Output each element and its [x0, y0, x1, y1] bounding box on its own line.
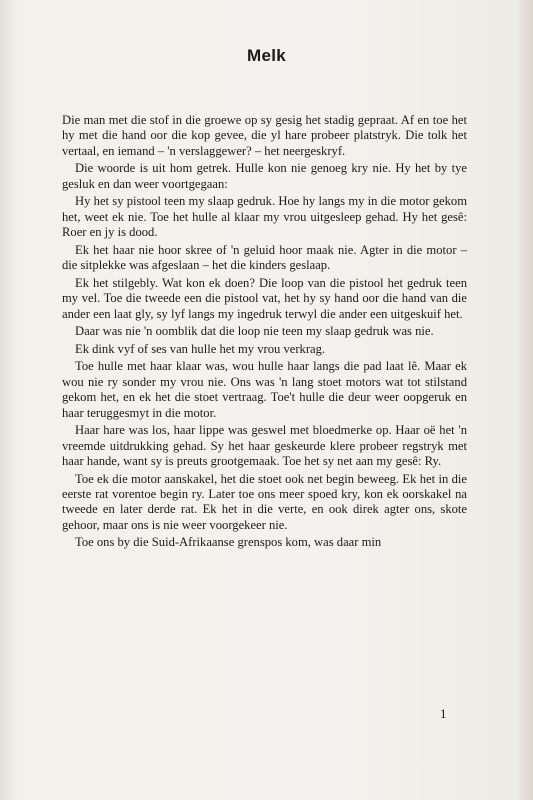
- chapter-title: Melk: [247, 46, 286, 65]
- paragraph: Toe ek die motor aanskakel, het die stoet ook net begin beweeg. Ek het in die eerste rat vorentoe begin ry. Later toe ons meer spoed kry, kon ek oorskakel na tweede en later derde rat. Ek het in die verte, en ook direk agter ons, skote gehoor, maar ons is nie weer voorgekeer nie.: [62, 471, 467, 532]
- paragraph: Haar hare was los, haar lippe was geswel met bloedmerke op. Haar oë het 'n vreemde uitdrukking gehad. Sy het haar geskeurde klere probeer regstryk met haar hande, want sy is preuts grootgemaak. Toe het sy net aan my gesê: Ry.: [62, 423, 467, 469]
- page-number: 1: [440, 706, 447, 721]
- paragraph: Toe ons by die Suid-Afrikaanse grenspos kom, was daar min: [75, 535, 382, 550]
- paragraph: Ek dink vyf of ses van hulle het my vrou verkrag.: [75, 341, 326, 356]
- page-spine-shadow: [519, 0, 533, 800]
- paragraph: Daar was nie 'n oomblik dat die loop nie teen my slaap gedruk was nie.: [75, 324, 434, 339]
- paragraph: Ek het stilgebly. Wat kon ek doen? Die loop van die pistool het gedruk teen my vel. Toe die tweede een die pistool vat, het hy sy hand oor die hand van die ander een laat gly, sy lyf langs my ingedruk terwyl die ander een uitgeskuif het.: [62, 275, 467, 321]
- paragraph: Hy het sy pistool teen my slaap gedruk. Hoe hy langs my in die motor gekom het, weet ek nie. Toe het hulle al klaar my vrou uitgesleep gehad. Hy het gesê: Roer en jy is dood.: [62, 194, 467, 240]
- paragraph: Die woorde is uit hom getrek. Hulle kon nie genoeg kry nie. Hy het by tye gesluk en dan weer voortgegaan:: [62, 161, 467, 191]
- paragraph: Ek het haar nie hoor skree of 'n geluid hoor maak nie. Agter in die motor – die sitplekke was afgeslaan – het die kinders geslaap.: [62, 242, 467, 273]
- paragraph: Toe hulle met haar klaar was, wou hulle haar langs die pad laat lê. Maar ek wou nie ry sonder my vrou nie. Ons was 'n lang stoet motors wat tot stilstand gekom het, en ek het die stoet vertraag. Toe't hulle die deur weer oopgeruk en haar teruggesmyt in die motor.: [62, 359, 467, 420]
- paragraph: Die man met die stof in die groewe op sy gesig het stadig gepraat. Af en toe het hy met die hand oor die kop gevee, die yl hare probeer platstryk. Die tolk het vertaal, en iemand – 'n verslaggewer? – het neergeskryf.: [62, 113, 467, 158]
- body-text: [62, 113, 467, 553]
